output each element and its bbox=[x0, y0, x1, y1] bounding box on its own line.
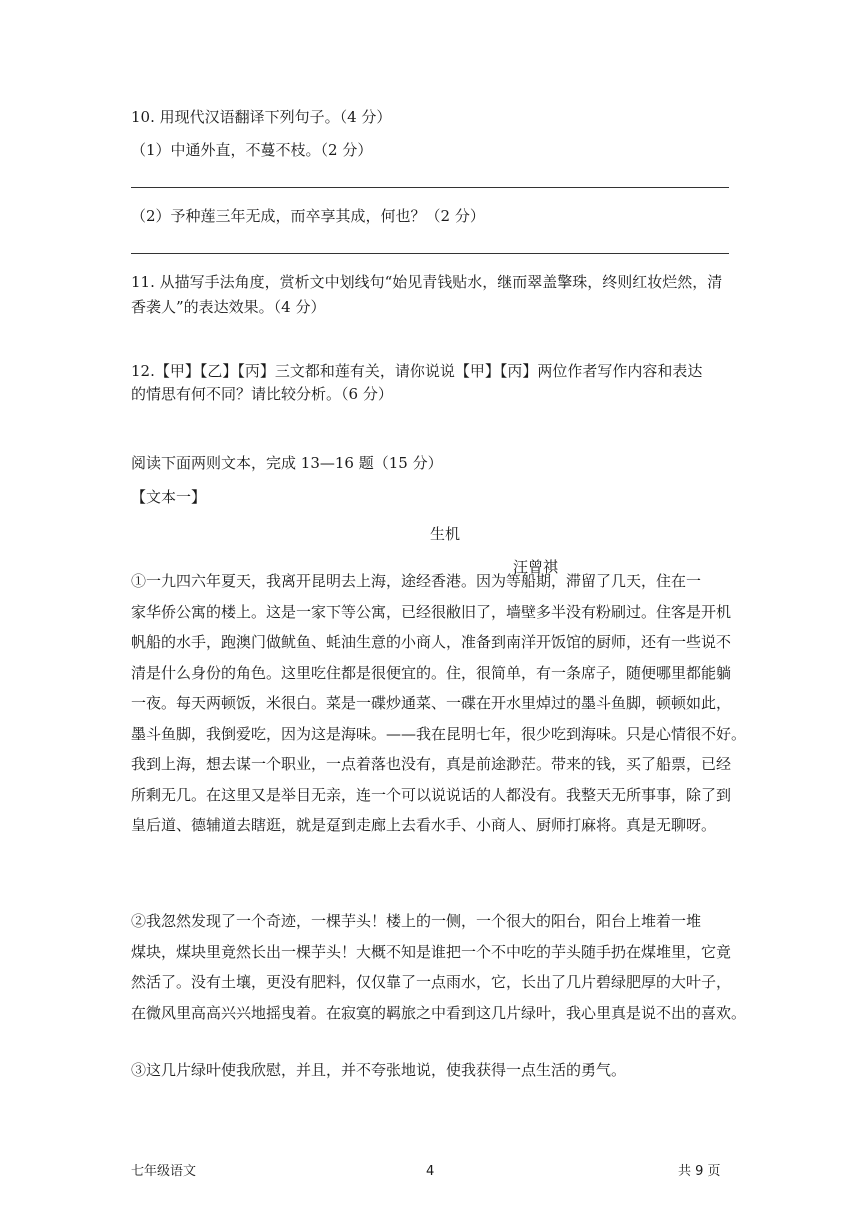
question-12-line-1: 12.【甲】【乙】【丙】三文都和莲有关，请你说说【甲】【丙】两位作者写作内容和表达 bbox=[131, 362, 703, 380]
article-title: 生机 bbox=[430, 525, 461, 543]
footer-page-number: 4 bbox=[426, 1164, 435, 1179]
question-11-line-1: 11. 从描写手法角度，赏析文中划线句“始见青钱贴水，继而翠盖擎珠，终则红妆烂然，清 bbox=[131, 273, 723, 291]
paragraph-2-line: ②我忽然发现了一个奇迹，一棵芋头！楼上的一侧，一个很大的阳台，阳台上堆着一堆 bbox=[131, 912, 702, 930]
question-11-line-2: 香袭人”的表达效果。（4 分） bbox=[131, 298, 326, 316]
paragraph-2 bbox=[131, 906, 747, 1028]
paragraph-1 bbox=[131, 566, 747, 841]
question-10-sentence-1: （1）中通外直，不蔓不枝。（2 分） bbox=[131, 141, 373, 159]
question-12-line-2: 的情思有何不同？请比较分析。（6 分） bbox=[131, 385, 393, 403]
paragraph-2-line: 煤块，煤块里竟然长出一棵芋头！大概不知是谁把一个不中吃的芋头随手扔在煤堆里，它竟 bbox=[131, 942, 732, 961]
paragraph-1-line: 家华侨公寓的楼上。这是一家下等公寓，已经很敝旧了，墙壁多半没有粉刷过。住客是开机 bbox=[131, 602, 732, 621]
footer-total-pages: 共 9 页 bbox=[678, 1164, 721, 1179]
paragraph-3-line: ③这几片绿叶使我欣慰，并且，并不夸张地说，使我获得一点生活的勇气。 bbox=[131, 1061, 627, 1079]
answer-line-2[interactable] bbox=[131, 253, 729, 254]
paragraph-2-line: 在微风里高高兴兴地摇曳着。在寂寞的羁旅之中看到这几片绿叶，我心里真是说不出的喜欢。 bbox=[131, 1003, 747, 1022]
paragraph-1-line: 墨斗鱼脚，我倒爱吃，因为这是海味。——我在昆明七年，很少吃到海味。只是心情很不好。 bbox=[131, 724, 747, 743]
paragraph-3 bbox=[131, 1055, 729, 1086]
paragraph-1-line: 我到上海，想去谋一个职业，一点着落也没有，真是前途渺茫。带来的钱，买了船票，已经 bbox=[131, 755, 732, 773]
question-10-sentence-2: （2）予种莲三年无成，而卒享其成，何也？（2 分） bbox=[131, 207, 485, 225]
paragraph-1-line: 清是什么身份的角色。这里吃住都是很便宜的。住，很简单，有一条席子，随便哪里都能躺 bbox=[131, 663, 732, 682]
paragraph-1-line: 一夜。每天两顿饭，米很白。菜是一碟炒通菜、一碟在开水里焯过的墨斗鱼脚，顿顿如此， bbox=[131, 694, 732, 712]
question-10-stem: 10. 用现代汉语翻译下列句子。（4 分） bbox=[131, 108, 392, 126]
paragraph-2-line: 然活了。没有土壤，更没有肥料，仅仅靠了一点雨水，它，长出了几片碧绿肥厚的大叶子， bbox=[131, 973, 732, 991]
paragraph-1-line: 所剩无几。在这里又是举目无亲，连一个可以说说话的人都没有。我整天无所事事，除了到 bbox=[131, 785, 732, 804]
article-author: 汪曾祺 bbox=[513, 558, 559, 576]
footer-subject: 七年级语文 bbox=[131, 1164, 197, 1179]
answer-line-1[interactable] bbox=[131, 187, 729, 188]
paragraph-1-line: 皇后道、德辅道去瞎逛，就是趸到走廊上去看水手、小商人、厨师打麻将。真是无聊呀。 bbox=[131, 816, 717, 834]
reading-instruction: 阅读下面两则文本，完成 13—16 题（15 分） bbox=[131, 454, 443, 472]
text-one-label: 【文本一】 bbox=[131, 488, 207, 506]
paragraph-1-line: ①一九四六年夏天，我离开昆明去上海，途经香港。因为等船期，滞留了几天，住在一 bbox=[131, 572, 702, 590]
paragraph-1-line: 帆船的水手，跑澳门做鱿鱼、蚝油生意的小商人，准备到南洋开饭馆的厨师，还有一些说不 bbox=[131, 633, 732, 651]
